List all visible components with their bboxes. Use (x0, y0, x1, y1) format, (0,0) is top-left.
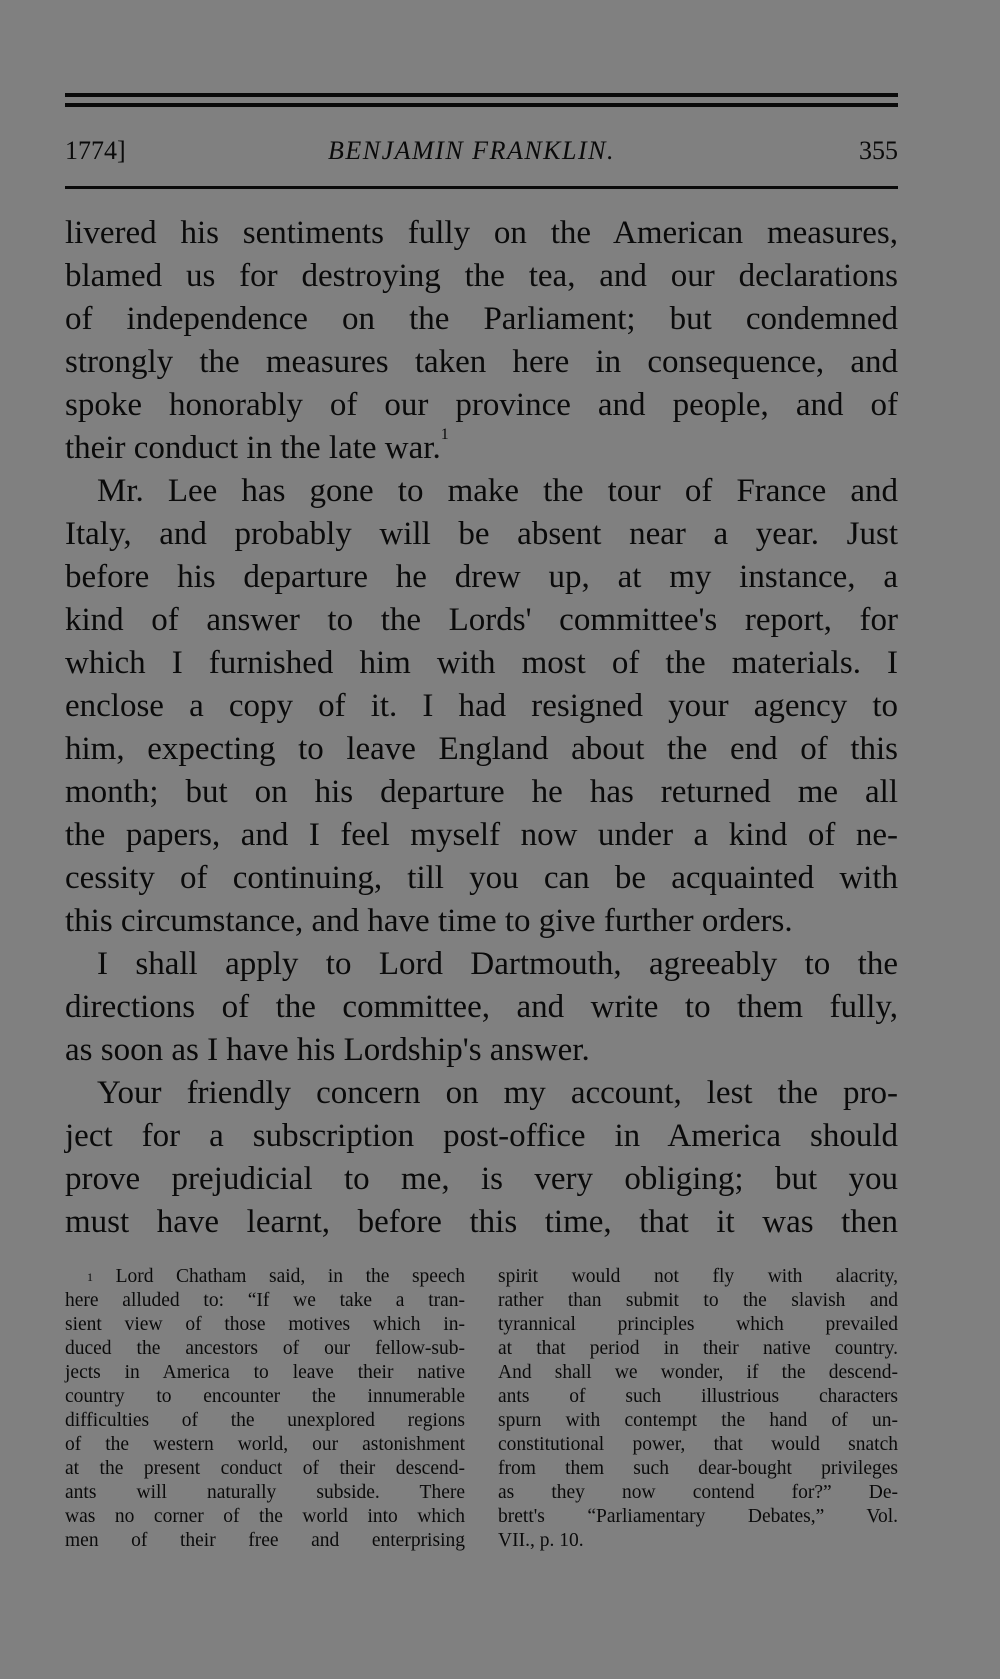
body-line-text: their conduct in the late war. (65, 430, 441, 466)
body-line: which I furnished him with most of the materials. I (65, 645, 898, 681)
footnote-line: as they now contend for?” De- (498, 1482, 898, 1503)
footnote-line: sient view of those motives which in- (65, 1314, 465, 1335)
body-line: before his departure he drew up, at my instance, a (65, 559, 898, 595)
footnote-line: ants will naturally subside. There (65, 1482, 465, 1503)
footnotes (65, 1265, 898, 1565)
body-line: ject for a subscription post-office in America should (65, 1118, 898, 1154)
body-line: I shall apply to Lord Dartmouth, agreeably to the (97, 946, 898, 982)
body-line: spoke honorably of our province and people, and of (65, 387, 898, 423)
body-line: directions of the committee, and write to them fully, (65, 989, 898, 1025)
footnote-line: at the present conduct of their descend- (65, 1458, 465, 1479)
footnote-marker: 1 (87, 1270, 93, 1284)
body-line: cessity of continuing, till you can be acquainted with (65, 860, 898, 896)
footnote-line: tyrannical principles which prevailed (498, 1314, 898, 1335)
body-line: enclose a copy of it. I had resigned your agency to (65, 688, 898, 724)
footnote-reference: 1 (440, 426, 449, 443)
body-line: prove prejudicial to me, is very obliging; but you (65, 1161, 898, 1197)
page-number: 355 (859, 136, 898, 165)
footnote-line: constitutional power, that would snatch (498, 1434, 898, 1455)
body-text (65, 212, 898, 1244)
header-underline (65, 186, 898, 189)
footnote-line (65, 1265, 465, 1289)
body-line: this circumstance, and have time to give further orders. (65, 903, 793, 939)
footnote-line: country to encounter the innumerable (65, 1386, 465, 1407)
header-year: 1774] (65, 136, 126, 165)
body-line (65, 427, 898, 470)
body-line: as soon as I have his Lordship's answer. (65, 1032, 590, 1068)
body-line: must have learnt, before this time, that it was then (65, 1204, 898, 1240)
footnote-line: men of their free and enterprising (65, 1530, 465, 1551)
body-line: strongly the measures taken here in consequence, and (65, 344, 898, 380)
header-double-rule-top (65, 93, 898, 97)
header-title: BENJAMIN FRANKLIN. (328, 136, 615, 165)
footnote-line: spirit would not fly with alacrity, (498, 1266, 898, 1287)
body-line: Your friendly concern on my account, lest the pro- (97, 1075, 898, 1111)
footnote-line: jects in America to leave their native (65, 1362, 465, 1383)
body-line: the papers, and I feel myself now under a kind of ne- (65, 817, 898, 853)
footnote-line: And shall we wonder, if the descend- (498, 1362, 898, 1383)
footnote-line-text: Lord Chatham said, in the speech (115, 1266, 465, 1287)
running-header (65, 136, 898, 176)
footnote-line: of the western world, our astonishment (65, 1434, 465, 1455)
body-line: Italy, and probably will be absent near a year. Just (65, 516, 898, 552)
footnote-column-right (498, 1265, 898, 1553)
body-line: him, expecting to leave England about the end of this (65, 731, 898, 767)
body-line: kind of answer to the Lords' committee's report, for (65, 602, 898, 638)
footnote-line: from them such dear-bought privileges (498, 1458, 898, 1479)
body-line: of independence on the Parliament; but condemned (65, 301, 898, 337)
footnote-line: spurn with contempt the hand of un- (498, 1410, 898, 1431)
body-line: Mr. Lee has gone to make the tour of France and (97, 473, 898, 509)
footnote-line: at that period in their native country. (498, 1338, 898, 1359)
footnote-line: was no corner of the world into which (65, 1506, 465, 1527)
footnote-line: brett's “Parliamentary Debates,” Vol. (498, 1506, 898, 1527)
footnote-line: rather than submit to the slavish and (498, 1290, 898, 1311)
header-double-rule-bottom (65, 103, 898, 107)
body-line: blamed us for destroying the tea, and our declarations (65, 258, 898, 294)
footnote-line: difficulties of the unexplored regions (65, 1410, 465, 1431)
footnote-line: ants of such illustrious characters (498, 1386, 898, 1407)
footnote-line: duced the ancestors of our fellow-sub- (65, 1338, 465, 1359)
body-line: month; but on his departure he has returned me all (65, 774, 898, 810)
footnote-line: VII., p. 10. (498, 1530, 584, 1551)
footnote-line: here alluded to: “If we take a tran- (65, 1290, 465, 1311)
footnote-column-left (65, 1265, 465, 1553)
body-line: livered his sentiments fully on the American measures, (65, 215, 898, 251)
